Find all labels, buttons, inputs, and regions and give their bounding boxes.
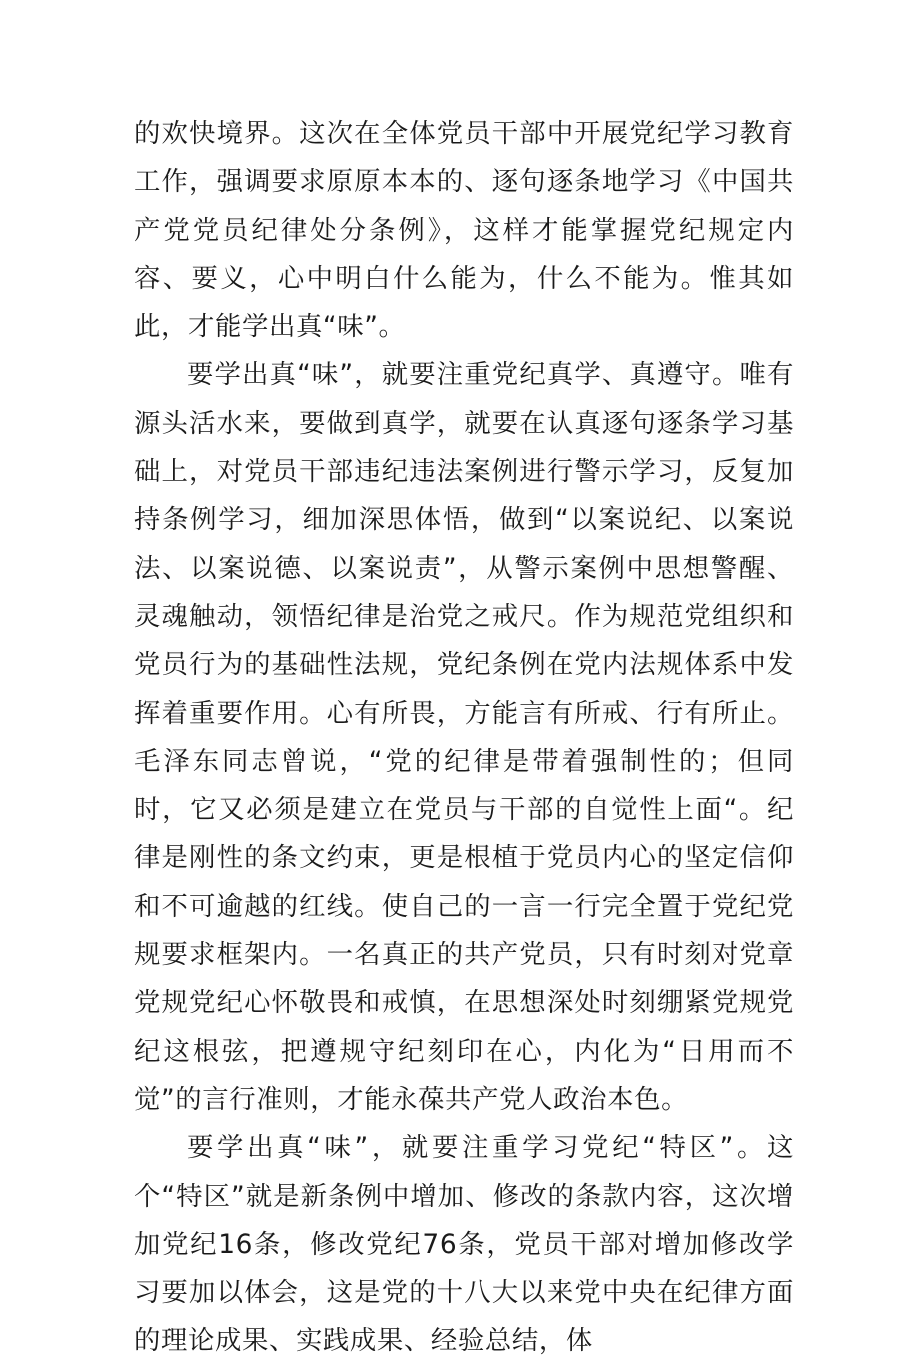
paragraph-3: 要学出真“味”，就要注重学习党纪“特区”。这个“特区”就是新条例中增加、修改的条款内容，这次增加党纪16条，修改党纪76条，党员干部对增加修改学习要加以体会，这是党的十八大以来党中央在纪律方面的理论成果、实践成果、经验总结，体 xyxy=(134,1132,794,1357)
paragraph-2: 要学出真“味”，就要注重党纪真学、真遵守。唯有源头活水来，要做到真学，就要在认真逐句逐条学习基础上，对党员干部违纪违法案例进行警示学习，反复加持条例学习，细加深思体悟，做到“以案说纪、以案说法、以案说德、以案说责”，从警示案例中思想警醒、灵魂触动，领悟纪律是治党之戒尺。作为规范党组织和党员行为的基础性法规，党纪条例在党内法规体系中发挥着重要作用。心有所畏，方能言有所戒、行有所止。毛泽东同志曾说，“党的纪律是带着强制性的；但同时，它又必须是建立在党员与干部的自觉性上面“。纪律是刚性的条文约束，更是根植于党员内心的坚定信仰和不可逾越的红线。使自己的一言一行完全置于党纪党规要求框架内。一名真正的共产党员，只有时刻对党章党规党纪心怀敬畏和戒慎，在思想深处时刻绷紧党规党纪这根弦，把遵规守纪刻印在心，内化为“日用而不觉”的言行准则，才能永葆共产党人政治本色。 xyxy=(134,359,794,1115)
paragraph-1: 的欢快境界。这次在全体党员干部中开展党纪学习教育工作，强调要求原原本本的、逐句逐条地学习《中国共产党党员纪律处分条例》，这样才能掌握党纪规定内容、要义，心中明白什么能为，什么不能为。惟其如此，才能学出真“味”。 xyxy=(134,118,794,343)
document-body xyxy=(134,110,794,1366)
